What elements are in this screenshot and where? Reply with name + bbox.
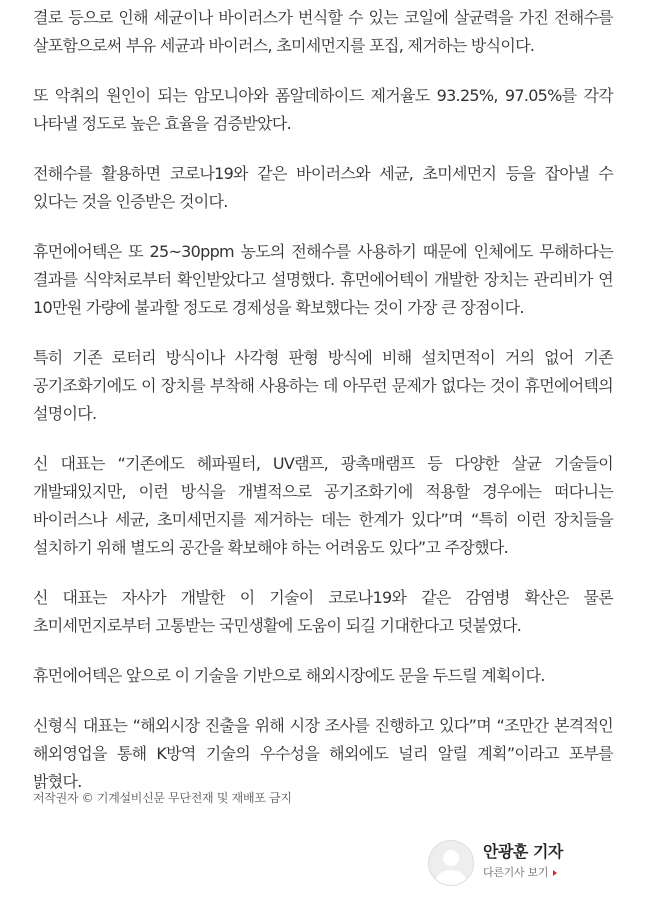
copyright-notice: 저작권자 © 기계설비신문 무단전재 및 재배포 금지 [33, 791, 292, 805]
article-paragraph-5: 특히 기존 로터리 방식이나 사각형 판형 방식에 비해 설치면적이 거의 없어 기존 공기조화기에도 이 장치를 부착해 사용하는 데 아무런 문제가 없다는 것이 휴먼에어텍의 설명이다. [33, 348, 613, 423]
more-articles-label: 다른기사 보기 [483, 866, 549, 879]
article-paragraph-1: 결로 등으로 인해 세균이나 바이러스가 번식할 수 있는 코일에 살균력을 가진 전해수를 살포함으로써 부유 세균과 바이러스, 초미세먼지를 포집, 제거하는 방식이다. [33, 8, 613, 55]
arrow-right-icon [553, 870, 557, 876]
article-paragraph-9: 신형식 대표는 “해외시장 진출을 위해 시장 조사를 진행하고 있다”며 “조만간 본격적인 해외영업을 통해 K방역 기술의 우수성을 해외에도 널리 알릴 계획”이라고 포부를 밝혔다. [33, 716, 613, 791]
article-paragraph-2: 또 악취의 원인이 되는 암모니아와 폼알데하이드 제거율도 93.25%, 97.05%를 각각 나타낼 정도로 높은 효율을 검증받았다. [33, 86, 613, 133]
reporter-box [428, 838, 608, 888]
article-body [33, 4, 613, 818]
reporter-avatar-icon[interactable] [428, 840, 474, 886]
article-paragraph-4: 휴먼에어텍은 또 25~30ppm 농도의 전해수를 사용하기 때문에 인체에도 무해하다는 결과를 식약처로부터 확인받았다고 설명했다. 휴먼에어텍이 개발한 장치는 관리비가 연 10만원 가량에 불과할 정도로 경제성을 확보했다는 것이 가장 큰 장점이다. [33, 242, 613, 317]
article-paragraph-6: 신 대표는 “기존에도 헤파필터, UV램프, 광촉매램프 등 다양한 살균 기술들이 개발돼있지만, 이런 방식을 개별적으로 공기조화기에 적용할 경우에는 떠다니는 바이러스나 세균, 초미세먼지를 제거하는 데는 한계가 있다”며 “특히 이런 장치들을 설치하기 위해 별도의 공간을 확보해야 하는 어려움도 있다”고 주장했다. [33, 454, 613, 557]
reporter-name[interactable]: 안광훈 기자 [483, 842, 563, 861]
article-paragraph-8: 휴먼에어텍은 앞으로 이 기술을 기반으로 해외시장에도 문을 두드릴 계획이다. [33, 666, 545, 685]
article-paragraph-7: 신 대표는 자사가 개발한 이 기술이 코로나19와 같은 감염병 확산은 물론 초미세먼지로부터 고통받는 국민생활에 도움이 되길 기대한다고 덧붙였다. [33, 588, 613, 635]
more-articles-link[interactable] [483, 865, 557, 881]
article-paragraph-3: 전해수를 활용하면 코로나19와 같은 바이러스와 세균, 초미세먼지 등을 잡아낼 수 있다는 것을 인증받은 것이다. [33, 164, 613, 211]
